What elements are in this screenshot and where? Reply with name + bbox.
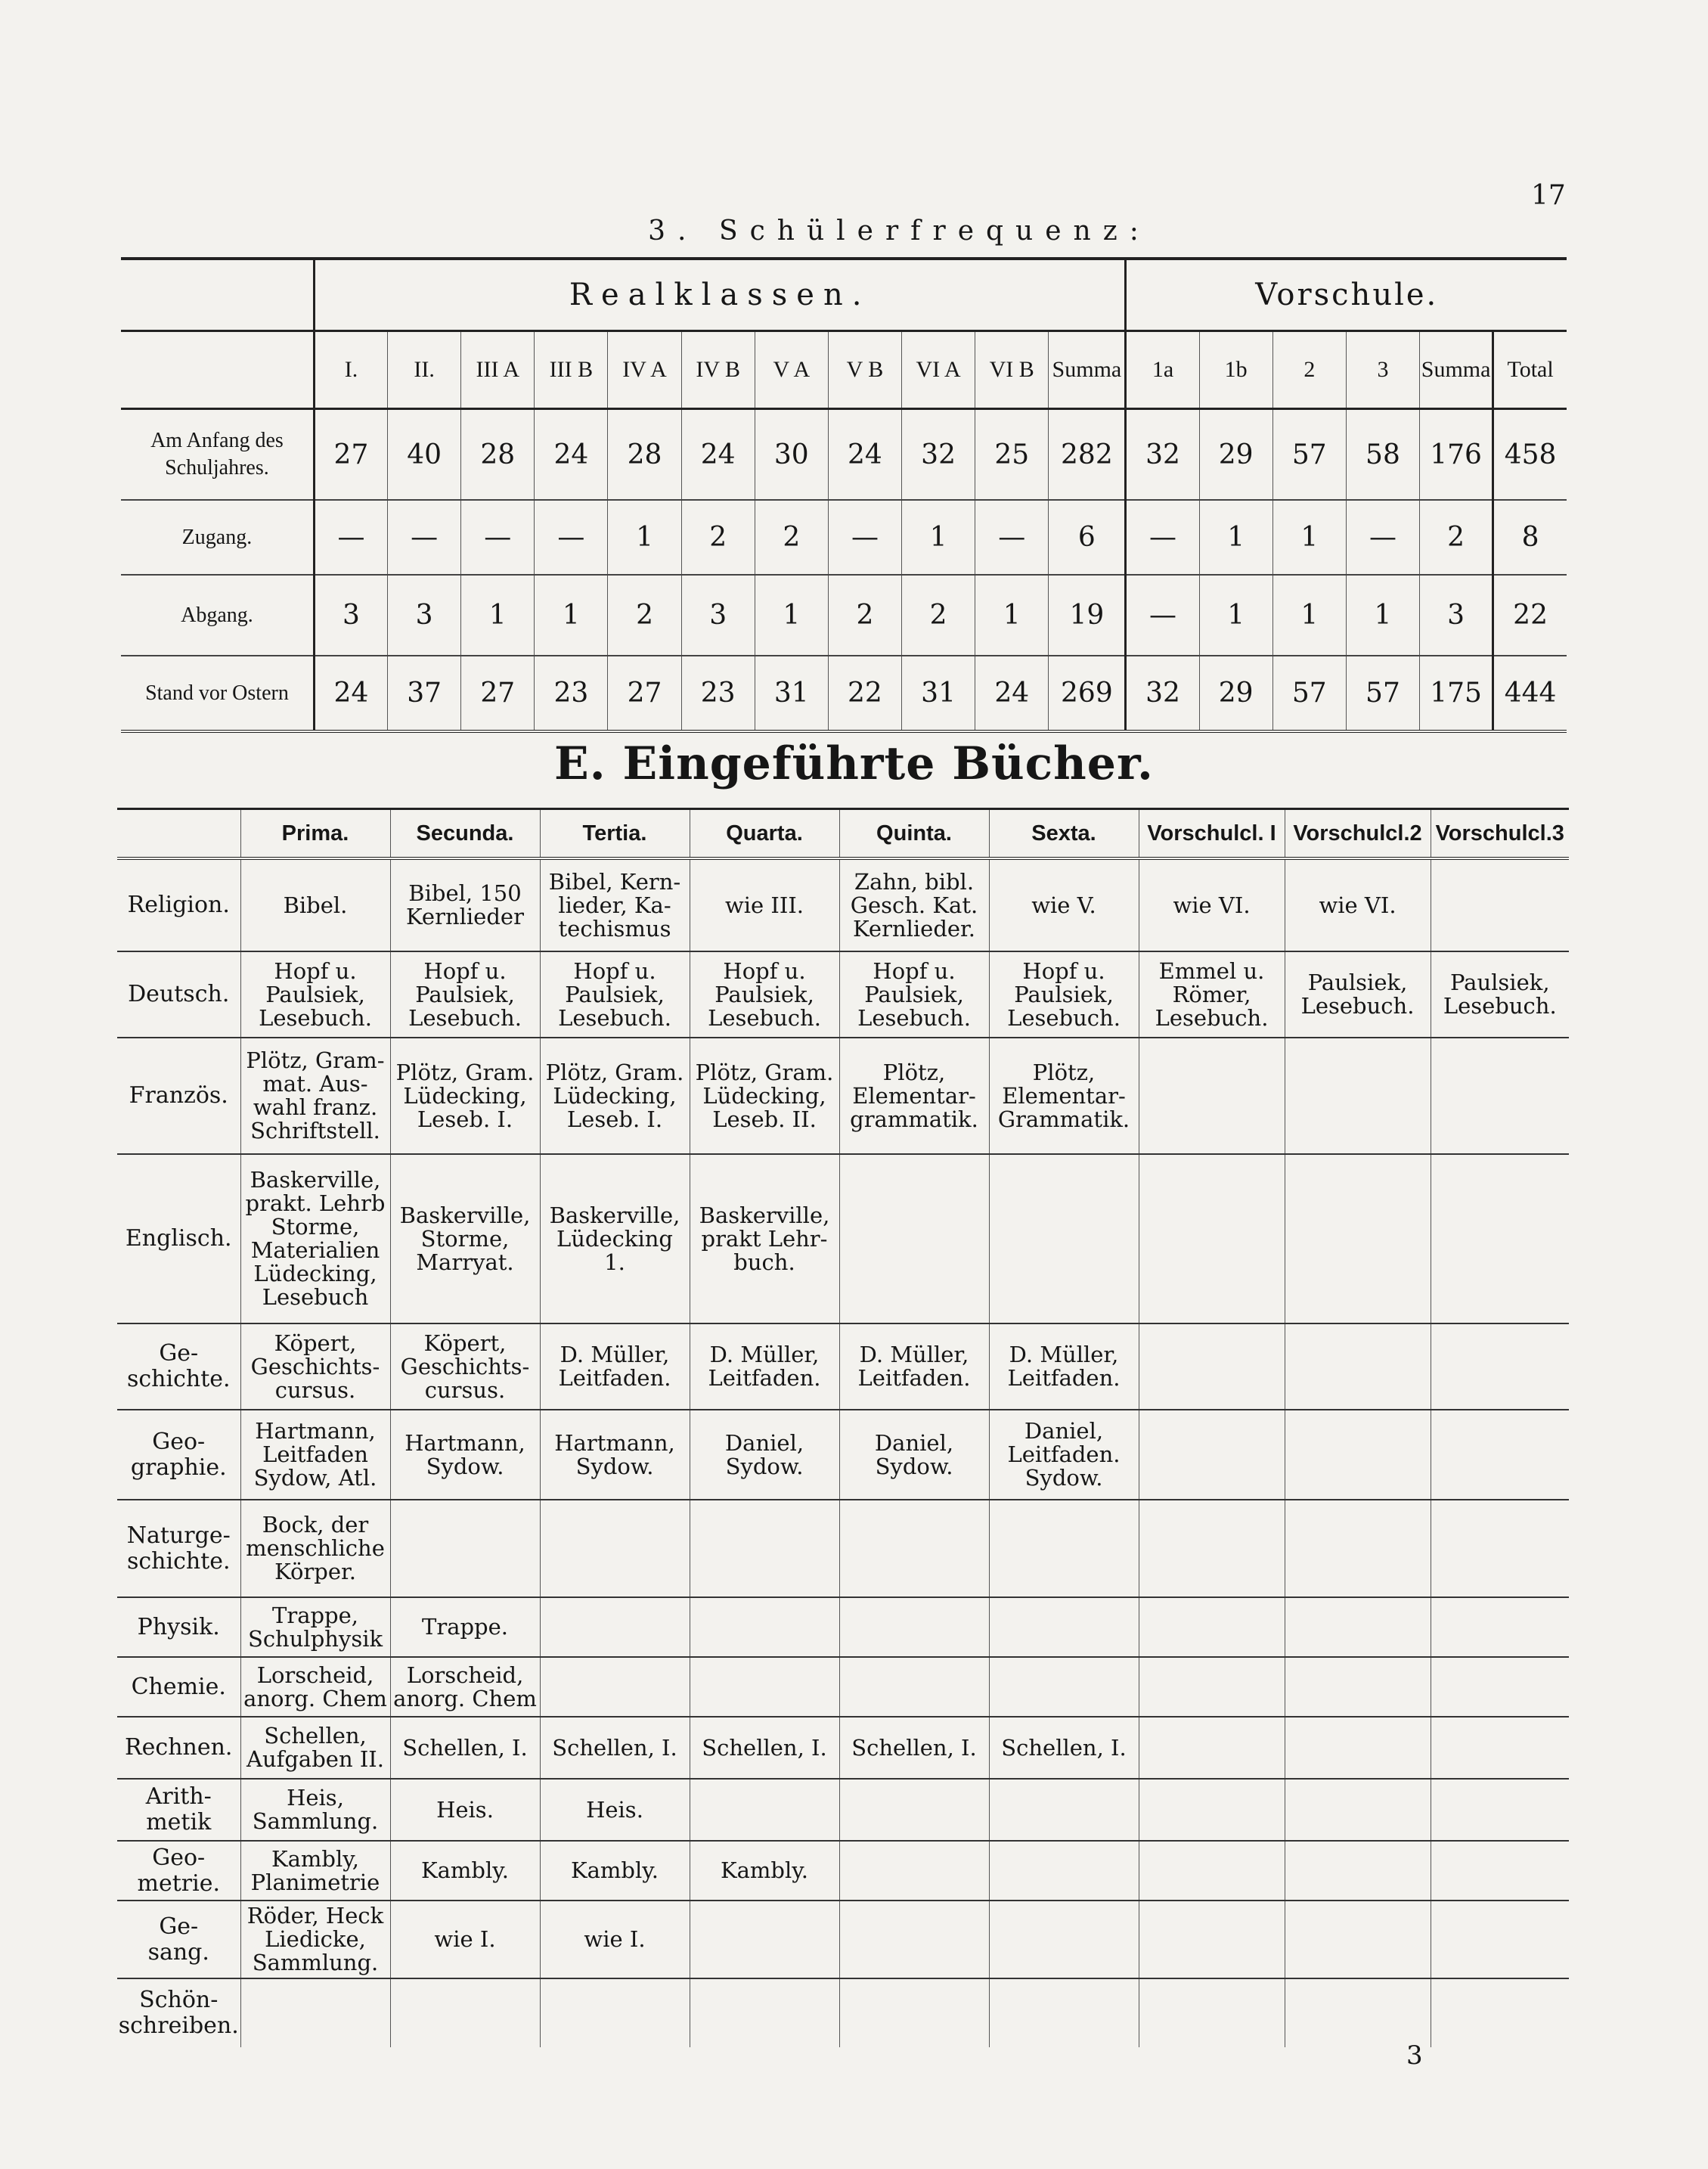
books-cell: Schellen, I. — [839, 1717, 989, 1779]
frequency-column-header: V B — [828, 331, 901, 409]
frequency-cell: 27 — [608, 656, 681, 731]
books-row — [117, 858, 1569, 951]
frequency-cell: — — [314, 500, 387, 575]
books-cell: Daniel, Leitfaden. Sydow. — [989, 1410, 1139, 1500]
books-cell — [540, 1597, 690, 1657]
frequency-column-header: Summa — [1049, 331, 1126, 409]
frequency-cell: — — [1126, 500, 1199, 575]
frequency-cell: 3 — [314, 575, 387, 656]
books-cell — [240, 1978, 390, 2047]
frequency-column-header: IV A — [608, 331, 681, 409]
frequency-corner — [121, 259, 314, 331]
books-cell — [690, 1978, 839, 2047]
books-cell — [1431, 1978, 1569, 2047]
frequency-cell: 32 — [1126, 409, 1199, 501]
books-subject: Religion. — [117, 858, 240, 951]
frequency-column-header: V A — [755, 331, 828, 409]
frequency-cell: 175 — [1420, 656, 1493, 731]
books-header-row — [117, 809, 1569, 859]
frequency-cell: 57 — [1272, 409, 1346, 501]
folio: 3 — [1406, 2040, 1423, 2071]
frequency-cell: 176 — [1420, 409, 1493, 501]
books-cell — [1431, 1323, 1569, 1410]
books-cell — [1285, 1500, 1431, 1597]
books-cell: Schellen, I. — [690, 1717, 839, 1779]
books-cell — [989, 1657, 1139, 1717]
books-cell — [1285, 1901, 1431, 1978]
books-cell: Plötz, Elementar- Grammatik. — [989, 1038, 1139, 1154]
frequency-row — [121, 575, 1567, 656]
frequency-column-header: Total — [1493, 331, 1567, 409]
books-cell — [1431, 1841, 1569, 1901]
books-cell — [989, 1597, 1139, 1657]
books-column-header: Vorschulcl.2 — [1285, 809, 1431, 859]
books-cell: wie V. — [989, 858, 1139, 951]
books-cell — [1431, 1500, 1569, 1597]
books-cell: Schellen, I. — [390, 1717, 540, 1779]
books-cell — [1285, 1779, 1431, 1841]
books-subject: Arith- metik — [117, 1779, 240, 1841]
frequency-cell: 3 — [681, 575, 755, 656]
books-cell — [1431, 1597, 1569, 1657]
books-cell: Schellen, I. — [989, 1717, 1139, 1779]
books-cell — [989, 1978, 1139, 2047]
frequency-cell: 24 — [681, 409, 755, 501]
books-row — [117, 951, 1569, 1038]
books-cell: wie VI. — [1139, 858, 1285, 951]
frequency-cell: 31 — [902, 656, 975, 731]
frequency-cell: 1 — [1346, 575, 1419, 656]
books-cell — [839, 1901, 989, 1978]
books-row — [117, 1978, 1569, 2047]
books-cell: Hopf u. Paulsiek, Lesebuch. — [989, 951, 1139, 1038]
books-cell — [1139, 1717, 1285, 1779]
books-row — [117, 1841, 1569, 1901]
books-cell — [540, 1657, 690, 1717]
books-table — [117, 808, 1569, 2047]
books-cell: Plötz, Elementar- grammatik. — [839, 1038, 989, 1154]
books-subject: Französ. — [117, 1038, 240, 1154]
frequency-column-header: I. — [314, 331, 387, 409]
books-subject: Englisch. — [117, 1154, 240, 1323]
books-cell: Trappe. — [390, 1597, 540, 1657]
books-cell — [989, 1841, 1139, 1901]
books-cell — [690, 1901, 839, 1978]
frequency-cell: 37 — [388, 656, 461, 731]
books-cell: wie III. — [690, 858, 839, 951]
frequency-row-label: Stand vor Ostern — [145, 681, 289, 705]
books-heading: E. Eingeführte Bücher. — [554, 737, 1154, 790]
frequency-row-label: Am Anfang des Schuljahres. — [121, 409, 314, 501]
books-column-header: Vorschulcl. I — [1139, 809, 1285, 859]
frequency-cell: 23 — [535, 656, 608, 731]
books-cell — [1431, 1657, 1569, 1717]
books-cell — [1431, 1410, 1569, 1500]
frequency-cell: 57 — [1346, 656, 1419, 731]
frequency-cell: — — [1126, 575, 1199, 656]
books-cell — [1139, 1779, 1285, 1841]
books-row — [117, 1410, 1569, 1500]
books-subject: Physik. — [117, 1597, 240, 1657]
books-row — [117, 1500, 1569, 1597]
frequency-cell: 1 — [1272, 500, 1346, 575]
books-cell: Schellen, I. — [540, 1717, 690, 1779]
frequency-cell: — — [975, 500, 1049, 575]
books-cell: D. Müller, Leitfaden. — [690, 1323, 839, 1410]
books-row — [117, 1779, 1569, 1841]
books-subject: Geo- graphie. — [117, 1410, 240, 1500]
books-cell: Heis. — [540, 1779, 690, 1841]
books-cell — [839, 1154, 989, 1323]
group-realklassen: Realklassen. — [314, 259, 1126, 331]
page-number: 17 — [1531, 180, 1566, 211]
frequency-column-header: 2 — [1272, 331, 1346, 409]
frequency-cell: 29 — [1199, 656, 1272, 731]
books-cell: Baskerville, prakt. Lehrb Storme, Materialien Lüdecking, Lesebuch — [240, 1154, 390, 1323]
frequency-column-header: VI B — [975, 331, 1049, 409]
frequency-column-header: 3 — [1346, 331, 1419, 409]
frequency-cell: 1 — [1199, 575, 1272, 656]
books-column-header: Tertia. — [540, 809, 690, 859]
frequency-header-corner — [121, 331, 314, 409]
frequency-cell: 24 — [535, 409, 608, 501]
books-header-corner — [117, 809, 240, 859]
books-subject: Rechnen. — [117, 1717, 240, 1779]
frequency-cell: 1 — [755, 575, 828, 656]
frequency-cell: — — [461, 500, 535, 575]
books-cell: Köpert, Geschichts- cursus. — [240, 1323, 390, 1410]
books-cell — [1139, 1154, 1285, 1323]
frequency-cell: 57 — [1272, 656, 1346, 731]
books-cell: Hopf u. Paulsiek, Lesebuch. — [839, 951, 989, 1038]
frequency-cell: 458 — [1493, 409, 1567, 501]
frequency-column-header: VI A — [902, 331, 975, 409]
frequency-cell: — — [1346, 500, 1419, 575]
frequency-column-header: IV B — [681, 331, 755, 409]
books-cell — [690, 1657, 839, 1717]
frequency-cell: 1 — [535, 575, 608, 656]
frequency-cell: 2 — [902, 575, 975, 656]
books-column-header: Prima. — [240, 809, 390, 859]
frequency-cell: 25 — [975, 409, 1049, 501]
books-cell — [1139, 1410, 1285, 1500]
books-cell — [540, 1500, 690, 1597]
books-cell: Paulsiek, Lesebuch. — [1431, 951, 1569, 1038]
books-row — [117, 1657, 1569, 1717]
frequency-cell: 1 — [975, 575, 1049, 656]
books-cell: Daniel, Sydow. — [690, 1410, 839, 1500]
books-column-header: Quinta. — [839, 809, 989, 859]
books-row — [117, 1323, 1569, 1410]
books-cell — [839, 1597, 989, 1657]
books-cell — [390, 1978, 540, 2047]
books-cell: wie I. — [540, 1901, 690, 1978]
books-cell — [989, 1901, 1139, 1978]
books-cell: Kambly, Planimetrie — [240, 1841, 390, 1901]
books-cell: Hopf u. Paulsiek, Lesebuch. — [240, 951, 390, 1038]
books-cell: Bibel. — [240, 858, 390, 951]
books-column-header: Secunda. — [390, 809, 540, 859]
frequency-cell: 19 — [1049, 575, 1126, 656]
books-cell — [1431, 1038, 1569, 1154]
books-cell: Hartmann, Leitfaden Sydow, Atl. — [240, 1410, 390, 1500]
books-cell — [1431, 1154, 1569, 1323]
frequency-cell: — — [828, 500, 901, 575]
frequency-header-row — [121, 331, 1567, 409]
books-cell — [1431, 1901, 1569, 1978]
frequency-cell: 24 — [828, 409, 901, 501]
frequency-cell: 32 — [1126, 656, 1199, 731]
frequency-body — [121, 409, 1567, 732]
books-column-header: Quarta. — [690, 809, 839, 859]
books-row — [117, 1038, 1569, 1154]
frequency-cell: 1 — [608, 500, 681, 575]
books-cell — [1285, 1154, 1431, 1323]
books-cell — [1431, 1779, 1569, 1841]
books-subject: Chemie. — [117, 1657, 240, 1717]
frequency-column-header: 1a — [1126, 331, 1199, 409]
books-cell: Bibel, 150 Kernlieder — [390, 858, 540, 951]
frequency-cell: 31 — [755, 656, 828, 731]
frequency-cell: 2 — [608, 575, 681, 656]
books-cell: Röder, Heck Liedicke, Sammlung. — [240, 1901, 390, 1978]
frequency-cell: 30 — [755, 409, 828, 501]
frequency-cell: 28 — [461, 409, 535, 501]
frequency-row — [121, 500, 1567, 575]
books-cell: D. Müller, Leitfaden. — [839, 1323, 989, 1410]
frequency-cell: 1 — [461, 575, 535, 656]
books-cell — [989, 1154, 1139, 1323]
frequency-cell: 28 — [608, 409, 681, 501]
frequency-cell: 282 — [1049, 409, 1126, 501]
frequency-cell: 29 — [1199, 409, 1272, 501]
books-cell — [540, 1978, 690, 2047]
books-cell: Hopf u. Paulsiek, Lesebuch. — [540, 951, 690, 1038]
books-cell: Bibel, Kern- lieder, Ka- techismus — [540, 858, 690, 951]
books-cell: Paulsiek, Lesebuch. — [1285, 951, 1431, 1038]
frequency-cell: 1 — [1199, 500, 1272, 575]
frequency-column-header: III A — [461, 331, 535, 409]
books-cell — [1285, 1410, 1431, 1500]
frequency-cell: 2 — [828, 575, 901, 656]
books-cell: Kambly. — [390, 1841, 540, 1901]
books-cell — [1139, 1038, 1285, 1154]
books-cell: Hopf u. Paulsiek, Lesebuch. — [690, 951, 839, 1038]
books-column-header: Sexta. — [989, 809, 1139, 859]
frequency-table — [121, 257, 1567, 733]
frequency-cell: — — [388, 500, 461, 575]
frequency-column-header: 1b — [1199, 331, 1272, 409]
books-column-header: Vorschulcl.3 — [1431, 809, 1569, 859]
books-cell — [390, 1500, 540, 1597]
books-cell: Trappe, Schulphysik — [240, 1597, 390, 1657]
frequency-cell: 2 — [755, 500, 828, 575]
frequency-cell: 2 — [1420, 500, 1493, 575]
books-cell — [1285, 1978, 1431, 2047]
books-subject: Ge- schichte. — [117, 1323, 240, 1410]
books-cell: Bock, der menschliche Körper. — [240, 1500, 390, 1597]
books-cell — [1139, 1597, 1285, 1657]
frequency-row — [121, 656, 1567, 731]
frequency-cell: 8 — [1493, 500, 1567, 575]
books-cell — [839, 1978, 989, 2047]
frequency-cell: 32 — [902, 409, 975, 501]
frequency-cell: 1 — [1272, 575, 1346, 656]
group-vorschule: Vorschule. — [1126, 259, 1567, 331]
books-cell — [1431, 858, 1569, 951]
books-cell — [1431, 1717, 1569, 1779]
frequency-cell: 269 — [1049, 656, 1126, 731]
books-cell — [690, 1500, 839, 1597]
books-cell: Baskerville, Lüdecking 1. — [540, 1154, 690, 1323]
books-cell — [839, 1841, 989, 1901]
books-cell — [1285, 1657, 1431, 1717]
frequency-row — [121, 409, 1567, 501]
frequency-cell: 27 — [461, 656, 535, 731]
frequency-cell: 24 — [314, 656, 387, 731]
frequency-cell: 3 — [1420, 575, 1493, 656]
books-cell: Daniel, Sydow. — [839, 1410, 989, 1500]
books-cell: Baskerville, prakt Lehr- buch. — [690, 1154, 839, 1323]
books-cell: Heis, Sammlung. — [240, 1779, 390, 1841]
books-row — [117, 1901, 1569, 1978]
books-cell — [1139, 1500, 1285, 1597]
books-cell — [1139, 1841, 1285, 1901]
books-subject: Schön- schreiben. — [118, 1987, 239, 2039]
books-cell: Hopf u. Paulsiek, Lesebuch. — [390, 951, 540, 1038]
books-cell — [839, 1779, 989, 1841]
books-cell: Zahn, bibl. Gesch. Kat. Kernlieder. — [839, 858, 989, 951]
frequency-row-label: Zugang. — [121, 500, 314, 575]
books-row — [117, 1597, 1569, 1657]
frequency-cell: 27 — [314, 409, 387, 501]
books-cell: Lorscheid, anorg. Chem — [240, 1657, 390, 1717]
books-cell — [839, 1657, 989, 1717]
books-subject: Geo- metrie. — [117, 1841, 240, 1901]
books-cell: Schellen, Aufgaben II. — [240, 1717, 390, 1779]
books-row — [117, 1154, 1569, 1323]
books-cell: D. Müller, Leitfaden. — [989, 1323, 1139, 1410]
frequency-cell: 2 — [681, 500, 755, 575]
books-cell: Plötz, Gram- mat. Aus- wahl franz. Schriftstell. — [240, 1038, 390, 1154]
books-cell: wie I. — [390, 1901, 540, 1978]
books-cell: Lorscheid, anorg. Chem — [390, 1657, 540, 1717]
books-cell: Hartmann, Sydow. — [390, 1410, 540, 1500]
books-cell: Kambly. — [690, 1841, 839, 1901]
books-cell — [690, 1779, 839, 1841]
books-cell — [1139, 1323, 1285, 1410]
books-subject: Ge- sang. — [117, 1901, 240, 1978]
books-cell — [1285, 1323, 1431, 1410]
books-cell: D. Müller, Leitfaden. — [540, 1323, 690, 1410]
books-cell: Emmel u. Römer, Lesebuch. — [1139, 951, 1285, 1038]
books-cell — [690, 1597, 839, 1657]
frequency-cell: — — [535, 500, 608, 575]
books-subject: Naturge- schichte. — [117, 1500, 240, 1597]
frequency-cell: 24 — [975, 656, 1049, 731]
frequency-column-header: III B — [535, 331, 608, 409]
frequency-column-header: Summa — [1420, 331, 1493, 409]
frequency-row-label: Abgang. — [121, 575, 314, 656]
books-cell — [989, 1779, 1139, 1841]
books-cell — [989, 1500, 1139, 1597]
frequency-cell: 22 — [1493, 575, 1567, 656]
books-cell: Baskerville, Storme, Marryat. — [390, 1154, 540, 1323]
frequency-cell: 1 — [902, 500, 975, 575]
books-cell: Plötz, Gram. Lüdecking, Leseb. I. — [540, 1038, 690, 1154]
books-cell: Hartmann, Sydow. — [540, 1410, 690, 1500]
books-subject: Deutsch. — [117, 951, 240, 1038]
frequency-cell: 40 — [388, 409, 461, 501]
books-cell — [839, 1500, 989, 1597]
books-cell: Plötz, Gram. Lüdecking, Leseb. II. — [690, 1038, 839, 1154]
books-cell: Köpert, Geschichts- cursus. — [390, 1323, 540, 1410]
books-body — [117, 858, 1569, 2047]
books-cell: wie VI. — [1285, 858, 1431, 951]
frequency-cell: 6 — [1049, 500, 1126, 575]
frequency-cell: 444 — [1493, 656, 1567, 731]
frequency-cell: 58 — [1346, 409, 1419, 501]
books-cell — [1139, 1657, 1285, 1717]
books-cell — [1285, 1717, 1431, 1779]
frequency-cell: 3 — [388, 575, 461, 656]
books-cell: Plötz, Gram. Lüdecking, Leseb. I. — [390, 1038, 540, 1154]
books-cell: Heis. — [390, 1779, 540, 1841]
frequency-cell: 22 — [828, 656, 901, 731]
books-cell: Kambly. — [540, 1841, 690, 1901]
books-cell — [1139, 1978, 1285, 2047]
books-cell — [1285, 1038, 1431, 1154]
frequency-column-header: II. — [388, 331, 461, 409]
books-cell — [1285, 1841, 1431, 1901]
books-row — [117, 1717, 1569, 1779]
frequency-cell: 23 — [681, 656, 755, 731]
section-title: 3. Schülerfrequenz: — [648, 216, 1151, 247]
books-cell — [1139, 1901, 1285, 1978]
books-cell — [1285, 1597, 1431, 1657]
